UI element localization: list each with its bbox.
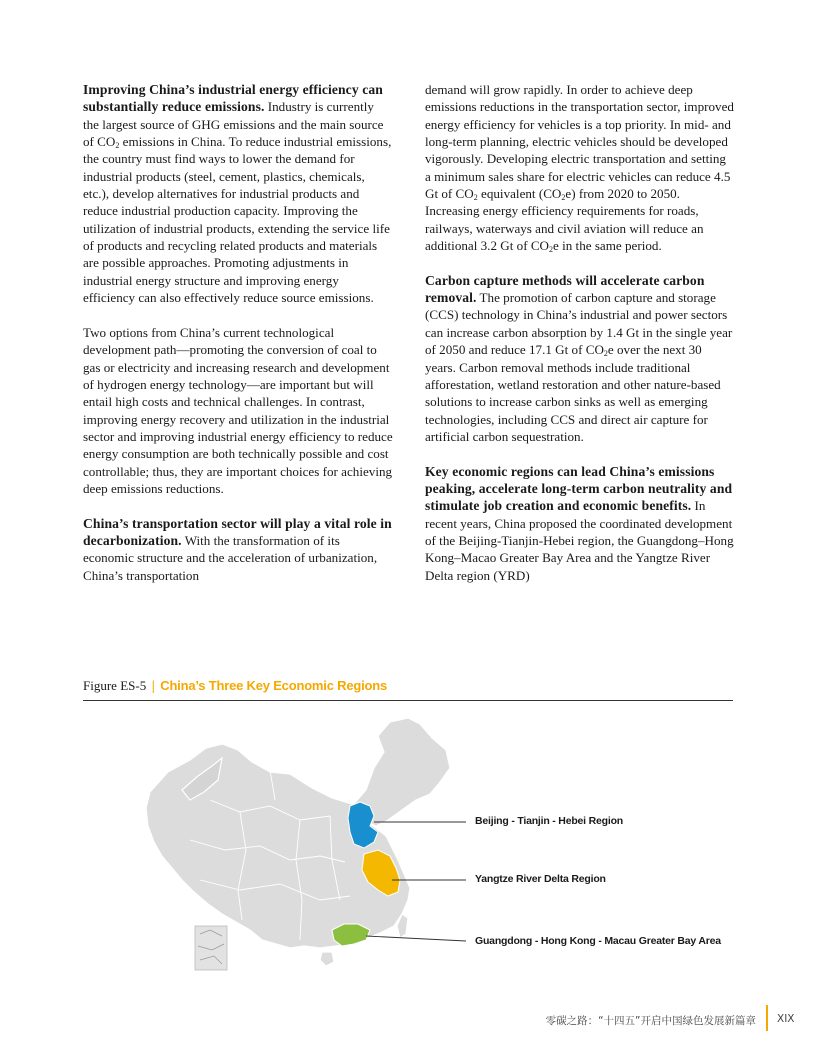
- text-run: With the transformation of its economic structure and the acceleration of urbanization, China’s transportation: [83, 532, 378, 583]
- label-beijing-tianjin-hebei: Beijing - Tianjin - Hebei Region: [475, 815, 623, 827]
- subscript: 2: [603, 349, 608, 359]
- label-yangtze-river-delta: Yangtze River Delta Region: [475, 873, 606, 885]
- text-run: e) from 2020 to 2050. Increasing energy efficiency requirements for roads, railways, waterways and civil aviation will reduce an additional 3.2 Gt of CO: [425, 186, 704, 254]
- footer-title-text: 零碳之路：“十四五”开启中国绿色发展新篇章: [545, 1015, 756, 1027]
- figure-number: Figure ES-5: [83, 678, 147, 693]
- figure-separator: |: [151, 679, 156, 693]
- text-run: The promotion of carbon capture and storage (CCS) technology in China’s industrial and power sectors can increase carbon absorption by 1.4 Gt in the single year of 2050 and reduce 17.1 Gt of CO: [425, 290, 733, 358]
- footer-divider: [766, 1005, 768, 1031]
- subscript: 2: [115, 141, 120, 151]
- region-greater-bay-area: [332, 924, 370, 946]
- heading-transportation: China’s transportation sector will play a vital role in decarbonization.: [83, 515, 392, 548]
- label-greater-bay-area: Guangdong - Hong Kong - Macau Greater Bay Area: [475, 935, 721, 947]
- paragraph-technology-options: Two options from China’s current technological development path—promoting the conversion of coal to gas or electricity and increasing research and development of hydrogen energy technology—are important but will entail high costs and technical challenges. In contrast, improving energy recovery and utilization in the industrial sector and improving industrial energy efficiency to reduce energy consumption are both technically possible and cost controllable; thus, they are important choices for achieving deep emissions reductions.: [83, 324, 393, 496]
- text-run: e in the same period.: [553, 238, 662, 254]
- text-run: equivalent (CO: [477, 186, 562, 202]
- figure-title: China’s Three Key Economic Regions: [160, 678, 388, 693]
- text-run: Industry is currently the largest source of GHG emissions and the main source of CO: [83, 99, 384, 150]
- map-main-landmass: [146, 744, 410, 948]
- heading-economic-regions: Key economic regions can lead China’s emissions peaking, accelerate long-term carbon neutrality and stimulate job creation and economic benefits.: [425, 463, 733, 514]
- map-hainan: [320, 952, 334, 966]
- subscript: 2: [473, 193, 478, 203]
- footer-chinese-title: [546, 1013, 756, 1028]
- callout-line-gba: [366, 936, 466, 941]
- page-number: XIX: [777, 1013, 795, 1025]
- subscript: 2: [561, 193, 566, 203]
- heading-industrial: Improving China’s industrial energy efficiency can substantially reduce emissions.: [83, 82, 383, 115]
- text-run: demand will grow rapidly. In order to achieve deep emissions reductions in the transportation sector, improved energy efficiency for vehicles is a top priority. In mid- and long-term planning, electric vehicles should be developed vigorously. Developing electric transportation and setting a minimum sales share for electric vehicles can reduce 4.5 Gt of CO: [425, 82, 734, 202]
- heading-carbon-capture: Carbon capture methods will accelerate carbon removal.: [425, 272, 705, 306]
- text-run: emissions in China. To reduce industrial emissions, the country must find ways to lower the demand for industrial products (steel, cement, plastics, chemicals, etc.), develop alternatives for industrial products and reduce industrial production capacity. Improving the utilization of industrial products, extending the service life of products and recycling related products and materials are possible approaches. Promoting adjustments in industrial energy structure and improving energy efficiency can also effectively reduce source emissions.: [83, 134, 392, 306]
- text-run: In recent years, China proposed the coordinated development of the Beijing-Tianjin-Hebei region, the Guangdong–Hong Kong–Macao Greater Bay Area and the Yangtze River Delta region (YRD): [425, 498, 734, 583]
- south-china-sea-inset: [195, 926, 227, 970]
- text-run: e over the next 30 years. Carbon removal methods include traditional afforestation, wetland restoration and other nature-based solutions to increase carbon sinks as well as emerging technologies, including CCS and direct air capture for artificial carbon sequestration.: [425, 342, 721, 444]
- subscript: 2: [549, 245, 554, 255]
